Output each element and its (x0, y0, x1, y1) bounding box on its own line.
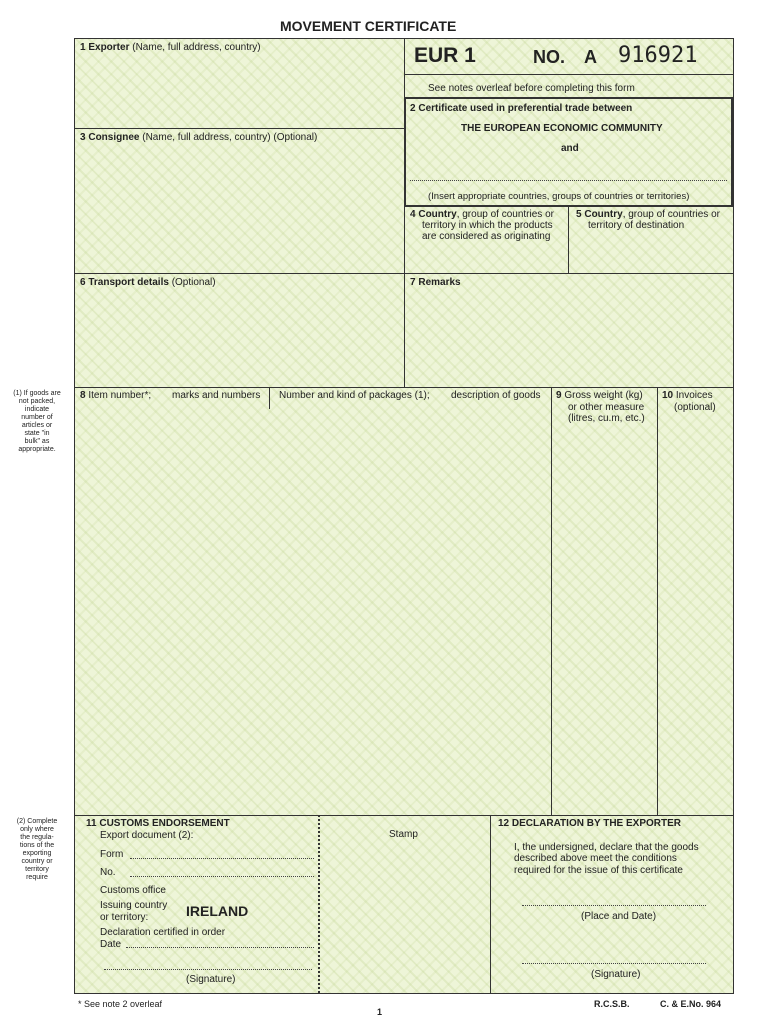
box12-signature-line (522, 963, 706, 964)
box9-line3: (litres, cu.m, etc.) (568, 413, 645, 424)
box11-signature-line (104, 969, 312, 970)
box6-label: Transport details (88, 277, 169, 288)
page-number: 1 (377, 1007, 383, 1017)
divider-box11-box12 (490, 815, 491, 993)
eur-label: EUR 1 (414, 44, 476, 67)
box11-signature: (Signature) (186, 974, 236, 985)
box8-number: 8 (80, 390, 86, 401)
box4-label: Country (418, 209, 457, 220)
box11-form-line (130, 858, 314, 859)
divider-box4-box5 (568, 206, 569, 274)
box12-signature: (Signature) (591, 969, 641, 980)
box12-number: 12 (498, 818, 510, 829)
notes-line: See notes overleaf before completing this form (428, 83, 635, 94)
box12-place-date-line (522, 905, 706, 906)
box8-label: Item number*; (88, 390, 152, 401)
divider-eur-notes (404, 74, 733, 75)
box8-packages: Number and kind of packages (1); (279, 390, 430, 401)
divider-box11-stamp (318, 815, 320, 993)
box3-label: Consignee (88, 132, 140, 143)
box10-line1: Invoices (675, 390, 713, 401)
side-note-1-line: number of (21, 414, 53, 421)
side-note-2-line: exporting (22, 850, 52, 857)
box7-label: Remarks (418, 277, 461, 288)
box11-heading (86, 818, 230, 830)
box5-heading (576, 209, 720, 221)
box11-country: IRELAND (186, 903, 249, 919)
box2-heading (410, 103, 632, 115)
box11-issuing-line2: or territory: (100, 912, 149, 923)
box2-number: 2 (410, 103, 416, 114)
divider-box9-box10 (657, 387, 658, 815)
box1-sub: (Name, full address, country) (132, 42, 261, 53)
box1-number: 1 (80, 42, 86, 53)
box5-line1: , group of countries or (622, 209, 720, 220)
side-note-2-line: the regula- (20, 834, 54, 841)
box10-line2: (optional) (674, 402, 716, 413)
stamp-label: Stamp (389, 829, 418, 840)
side-note-1-line: indicate (24, 406, 50, 413)
divider-row-transport (74, 273, 733, 274)
form-border-bottom (74, 993, 734, 994)
page-title: MOVEMENT CERTIFICATE (280, 18, 457, 34)
footer-ceno: C. & E.No. 964 (660, 999, 722, 1009)
box7-heading (410, 277, 461, 289)
side-note-2-line: territory (25, 866, 49, 873)
box10-heading (662, 390, 713, 402)
form-border-right (733, 38, 734, 993)
box11-form-label: Form (100, 849, 124, 860)
box12-label: DECLARATION BY THE EXPORTER (511, 818, 681, 829)
box6-number: 6 (80, 277, 86, 288)
side-note-2-line: tions of the (19, 842, 55, 849)
box12-text-line1: I, the undersigned, declare that the goods (514, 842, 699, 853)
box12-text-line2: described above meet the conditions (514, 853, 677, 864)
box4-line2: territory in which the products (422, 220, 553, 231)
box4-heading (410, 209, 554, 221)
box7-number: 7 (410, 277, 416, 288)
side-note-1-line: appropriate. (18, 446, 56, 453)
side-note-2 (4, 818, 70, 882)
divider-box1-box3 (74, 128, 404, 129)
box1-label: Exporter (88, 42, 130, 53)
box3-heading (80, 132, 317, 144)
box11-date-label: Date (100, 939, 122, 950)
box2-and: and (561, 143, 579, 154)
side-note-1-line: (1) If goods are (13, 390, 61, 397)
side-note-2-line: only where (20, 826, 54, 833)
box9-line1: Gross weight (kg) (564, 390, 643, 401)
side-note-2-line: (2) Complete (16, 818, 58, 825)
certificate-number: 916921 (618, 43, 698, 68)
box11-label: CUSTOMS ENDORSEMENT (99, 818, 230, 829)
box6-sub: (Optional) (171, 277, 216, 288)
box11-issuing-line1: Issuing country (100, 900, 168, 911)
box4-line3: are considered as originating (422, 231, 551, 242)
box11-no-label: No. (100, 867, 116, 878)
box11-certified: Declaration certified in order (100, 927, 226, 938)
divider-row-customs (74, 815, 733, 816)
box9-line2: or other measure (568, 402, 645, 413)
footer-note: * See note 2 overleaf (78, 999, 163, 1009)
column-divider-top (404, 38, 405, 387)
box11-export-doc: Export document (2): (100, 830, 194, 841)
box3-number: 3 (80, 132, 86, 143)
side-note-2-line: country or (21, 858, 53, 865)
box4-number: 4 (410, 209, 416, 220)
box8-description: description of goods (451, 390, 541, 401)
divider-row-items (74, 387, 733, 388)
box6-heading (80, 277, 216, 289)
box1-heading (80, 42, 261, 54)
side-note-1-line: state "in (24, 430, 50, 437)
box3-sub: (Name, full address, country) (Optional) (142, 132, 318, 143)
box12-heading (498, 818, 681, 830)
form-border-left (74, 38, 75, 993)
side-note-1-line: bulk" as (24, 438, 50, 445)
box9-number: 9 (556, 390, 562, 401)
box5-label: Country (584, 209, 623, 220)
side-note-1 (4, 390, 70, 454)
box11-customs-office: Customs office (100, 885, 166, 896)
divider-box8-marks (269, 387, 270, 409)
box5-number: 5 (576, 209, 582, 220)
eur-series: A (584, 47, 597, 67)
box11-date-line (126, 947, 314, 948)
box2-fill-line (410, 180, 727, 181)
side-note-1-line: not packed, (18, 398, 56, 405)
eur-no-label: NO. (533, 47, 566, 67)
box5-line2: territory of destination (588, 220, 685, 231)
box11-number: 11 (86, 818, 97, 829)
box9-heading (556, 390, 643, 402)
side-note-1-line: articles or (21, 422, 53, 429)
box8-heading (80, 390, 151, 402)
box8-marks: marks and numbers (172, 390, 261, 401)
box12-place-date: (Place and Date) (581, 911, 657, 922)
box2-community: THE EUROPEAN ECONOMIC COMMUNITY (461, 123, 663, 134)
box2-label: Certificate used in preferential trade between (418, 103, 633, 114)
box11-no-line (130, 876, 314, 877)
box4-line1: , group of countries or (456, 209, 554, 220)
footer-rcsb: R.C.S.B. (594, 999, 630, 1009)
divider-box8-box9 (551, 387, 552, 815)
box12-text-line3: required for the issue of this certificate (514, 865, 683, 876)
box10-number: 10 (662, 390, 674, 401)
box2-insert-note: (Insert appropriate countries, groups of countries or territories) (428, 191, 690, 202)
side-note-2-line: require (26, 874, 48, 881)
